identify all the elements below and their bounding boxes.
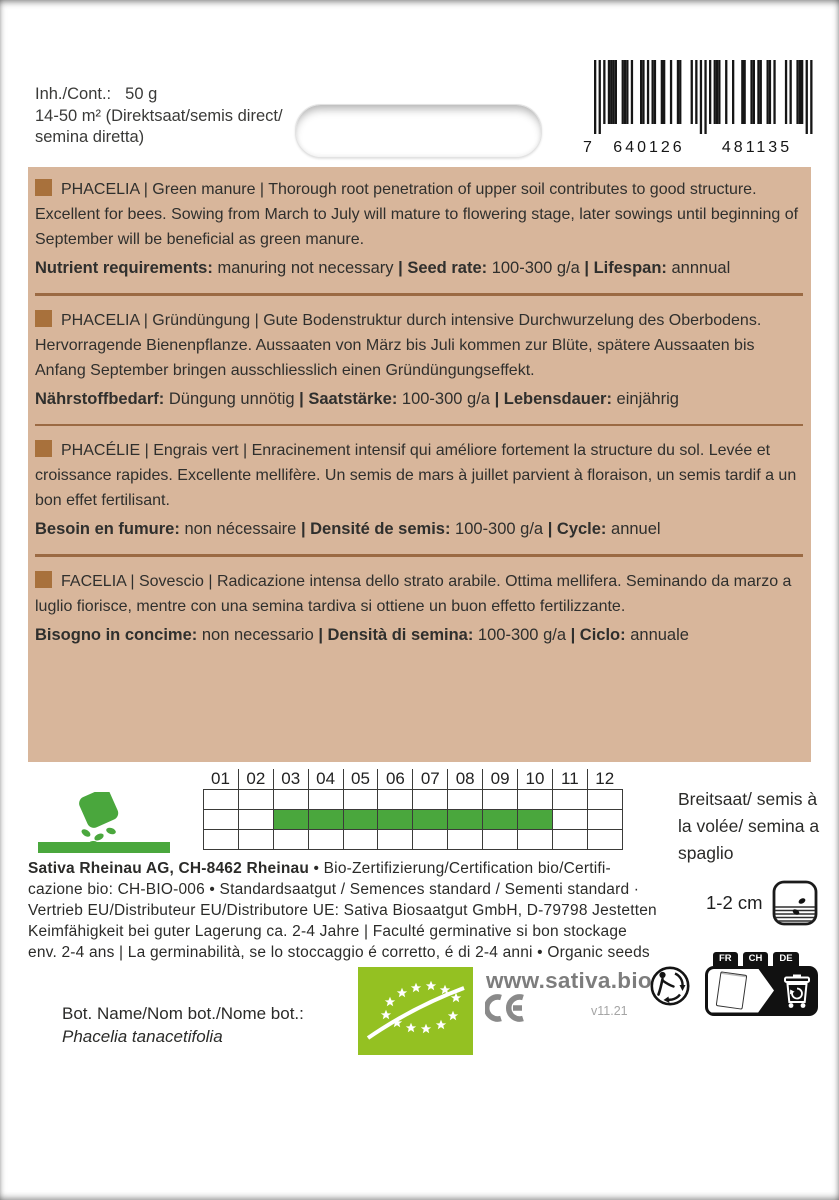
- section-bullet-icon: [35, 440, 52, 457]
- svg-text:481135: 481135: [721, 139, 793, 154]
- description-panel: [28, 167, 811, 762]
- botanical-label: Bot. Name/Nom bot./Nome bot.:: [62, 1004, 304, 1023]
- svg-text:7: 7: [583, 139, 592, 154]
- calendar-cell: [483, 810, 518, 830]
- company-line: cazione bio: CH-BIO-006 • Standardsaatgut / Semences standard / Sementi standard ·: [28, 881, 640, 898]
- calendar-cell: [448, 830, 483, 850]
- triman-recycling-icon: [649, 963, 691, 1009]
- calendar-cell: [344, 790, 379, 810]
- sowing-calendar: [203, 768, 623, 850]
- section-paragraph: PHACELIA | Gründüngung | Gute Bodenstruktur durch intensive Durchwurzelung des Oberbodens. Hervorragende Bienenpflanze. Aussaaten von März bis Juli kommen zur Blüte, spätere Aussaaten bis Anfang September bringen ausschliesslich einen Gründüngungseffekt.: [35, 311, 762, 379]
- fact-value: 100-300 g/a: [397, 389, 495, 408]
- calendar-cell: [344, 810, 379, 830]
- depth-value: 1-2 cm: [706, 892, 763, 913]
- calendar-cell: [239, 790, 274, 810]
- country-tab: CH: [742, 951, 770, 966]
- version-label: v11.21: [591, 1004, 628, 1018]
- calendar-cell: [518, 790, 553, 810]
- calendar-month-label: 12: [587, 769, 622, 789]
- company-line: [28, 858, 657, 879]
- calendar-month-label: 09: [482, 769, 517, 789]
- calendar-cell: [553, 790, 588, 810]
- calendar-cell: [588, 810, 623, 830]
- fact-value: 100-300 g/a: [487, 259, 585, 277]
- broadcast-method-label: [678, 786, 819, 867]
- section-facts: [35, 387, 803, 412]
- calendar-cell: [448, 790, 483, 810]
- calendar-cell: [553, 830, 588, 850]
- content-info: [35, 84, 283, 149]
- calendar-cell: [274, 830, 309, 850]
- calendar-cell: [309, 830, 344, 850]
- calendar-month-label: 10: [517, 769, 552, 789]
- calendar-cell: [309, 810, 344, 830]
- broadcast-line: spaglio: [678, 843, 734, 863]
- section-paragraph: FACELIA | Sovescio | Radicazione intensa dello strato arabile. Ottima mellifera. Seminando da marzo a luglio fiorisce, mentre con una semina tardiva si ottiene un buon effetto fertilizzante.: [35, 572, 792, 615]
- fact-label: | Densità di semina:: [318, 625, 474, 644]
- sowing-depth: [706, 880, 818, 926]
- calendar-month-label: 06: [377, 769, 412, 789]
- fact-value: annnual: [666, 259, 731, 277]
- calendar-month-label: 07: [412, 769, 447, 789]
- lang-section-en: [35, 177, 803, 281]
- svg-text:640126: 640126: [613, 139, 685, 154]
- broadcast-line: la volée/ semina a: [678, 816, 820, 836]
- disposal-badge-body: [705, 966, 818, 1016]
- barcode: [583, 60, 815, 159]
- fact-value: annuel: [606, 520, 661, 538]
- calendar-cell: [204, 810, 239, 830]
- fact-label: Bisogno in concime:: [35, 625, 198, 644]
- calendar-cell: [378, 830, 413, 850]
- fact-value: annuale: [625, 625, 689, 644]
- section-divider: [35, 554, 803, 557]
- calendar-cell: [413, 810, 448, 830]
- fact-label: Nährstoffbedarf:: [35, 389, 165, 408]
- calendar-cell: [239, 830, 274, 850]
- section-divider: [35, 293, 803, 296]
- fact-label: | Ciclo:: [570, 625, 626, 644]
- lang-section-fr: [35, 438, 803, 542]
- calendar-month-label: 02: [238, 769, 273, 789]
- country-tab: FR: [712, 951, 739, 966]
- fact-label: | Seed rate:: [398, 259, 488, 277]
- packaging-disposal-badge: [705, 951, 818, 1016]
- lang-section-it: [35, 569, 803, 648]
- calendar-cell: [448, 810, 483, 830]
- calendar-cell: [204, 830, 239, 850]
- eu-organic-logo: [358, 967, 473, 1055]
- content-value: 50 g: [125, 85, 158, 103]
- calendar-cell: [413, 830, 448, 850]
- section-bullet-icon: [35, 179, 52, 196]
- fact-label: | Lifespan:: [584, 259, 667, 277]
- calendar-cell: [378, 810, 413, 830]
- fact-label: | Densité de semis:: [300, 520, 451, 538]
- section-facts: [35, 623, 803, 648]
- section-paragraph-row: [35, 177, 803, 252]
- fact-value: 100-300 g/a: [473, 625, 571, 644]
- broadcast-sowing-icon: [36, 792, 176, 854]
- ce-mark-icon: [485, 994, 527, 1022]
- country-tabs: [705, 951, 818, 966]
- calendar-cell: [274, 810, 309, 830]
- fact-label: Nutrient requirements:: [35, 259, 213, 277]
- calendar-month-label: 04: [308, 769, 343, 789]
- calendar-cell: [204, 790, 239, 810]
- broadcast-line: Breitsaat/ semis à: [678, 789, 818, 809]
- sowing-depth-icon: [772, 880, 818, 926]
- company-name: Sativa Rheinau AG, CH-8462 Rheinau: [28, 860, 309, 877]
- fact-value: non nécessaire: [179, 520, 301, 538]
- section-facts: [35, 256, 803, 281]
- calendar-cell: [309, 790, 344, 810]
- fact-label: | Saatstärke:: [299, 389, 398, 408]
- section-bullet-icon: [35, 571, 52, 588]
- content-line: [35, 84, 283, 106]
- calendar-cell: [344, 830, 379, 850]
- calendar-cell: [588, 830, 623, 850]
- calendar-month-label: 11: [552, 769, 587, 789]
- section-paragraph-row: [35, 438, 803, 513]
- calendar-cell: [518, 830, 553, 850]
- section-paragraph-row: [35, 569, 803, 619]
- calendar-cell: [553, 810, 588, 830]
- fact-label: | Cycle:: [547, 520, 607, 538]
- fact-value: non necessario: [197, 625, 319, 644]
- section-divider: [35, 424, 803, 427]
- fact-value: einjährig: [611, 389, 679, 408]
- company-line: env. 2-4 ans | La germinabilità, se lo stoccaggio é corretto, é di 2-4 anni • Organic seeds: [28, 944, 650, 961]
- calendar-month-label: 08: [447, 769, 482, 789]
- fact-value: Düngung unnötig: [164, 389, 300, 408]
- website-link: www.sativa.bio: [486, 968, 652, 993]
- calendar-month-label: 03: [273, 769, 308, 789]
- section-bullet-icon: [35, 310, 52, 327]
- content-label: Inh./Cont.:: [35, 85, 112, 103]
- calendar-cell: [483, 830, 518, 850]
- seed-packet-icon: [716, 971, 748, 1009]
- section-paragraph: PHACELIA | Green manure | Thorough root penetration of upper soil contributes to good structure. Excellent for bees. Sowing from March to July will mature to flowering stage, later sowings until beginning of September will be beneficial as green manure.: [35, 181, 799, 248]
- fact-value: manuring not necessary: [212, 259, 399, 277]
- hang-hole: [295, 104, 542, 158]
- calendar-cell: [274, 790, 309, 810]
- coverage-line-2: semina diretta): [35, 128, 145, 146]
- calendar-month-label: 05: [343, 769, 378, 789]
- calendar-grid: [203, 789, 623, 850]
- calendar-cell: [518, 810, 553, 830]
- packaging-arrow-panel: [708, 969, 774, 1013]
- calendar-month-label: 01: [210, 768, 230, 788]
- calendar-cell: [378, 790, 413, 810]
- company-line-rest: • Bio-Zertifizierung/Certification bio/Certifi-: [309, 860, 611, 877]
- calendar-cell: [239, 810, 274, 830]
- coverage-line-1: 14-50 m² (Direktsaat/semis direct/: [35, 106, 283, 125]
- section-facts: [35, 517, 803, 542]
- fact-label: | Lebensdauer:: [494, 389, 612, 408]
- company-line: Keimfähigkeit bei guter Lagerung ca. 2-4 Jahre | Faculté germinative si bon stockage: [28, 923, 627, 940]
- lang-section-de: [35, 308, 803, 412]
- recycling-bin-icon: [781, 972, 813, 1010]
- calendar-cell: [413, 790, 448, 810]
- calendar-cell: [483, 790, 518, 810]
- fact-value: 100-300 g/a: [450, 520, 548, 538]
- section-paragraph: PHACÉLIE | Engrais vert | Enracinement intensif qui améliore fortement la structure du sol. Levée et croissance rapides. Excellente mellifère. Un semis de mars à juillet parvient à floraison, un semis tardif a un bon effet fertilisant.: [35, 442, 797, 509]
- calendar-month-row: [203, 768, 623, 789]
- botanical-name-block: [62, 1002, 304, 1048]
- country-tab: DE: [772, 951, 799, 966]
- calendar-cell: [588, 790, 623, 810]
- company-info: [28, 858, 657, 963]
- botanical-name: Phacelia tanacetifolia: [62, 1027, 223, 1046]
- fact-label: Besoin en fumure:: [35, 520, 180, 538]
- section-paragraph-row: [35, 308, 803, 383]
- company-line: Vertrieb EU/Distributeur EU/Distributore UE: Sativa Biosaatgut GmbH, D-79798 Jestetten: [28, 902, 657, 919]
